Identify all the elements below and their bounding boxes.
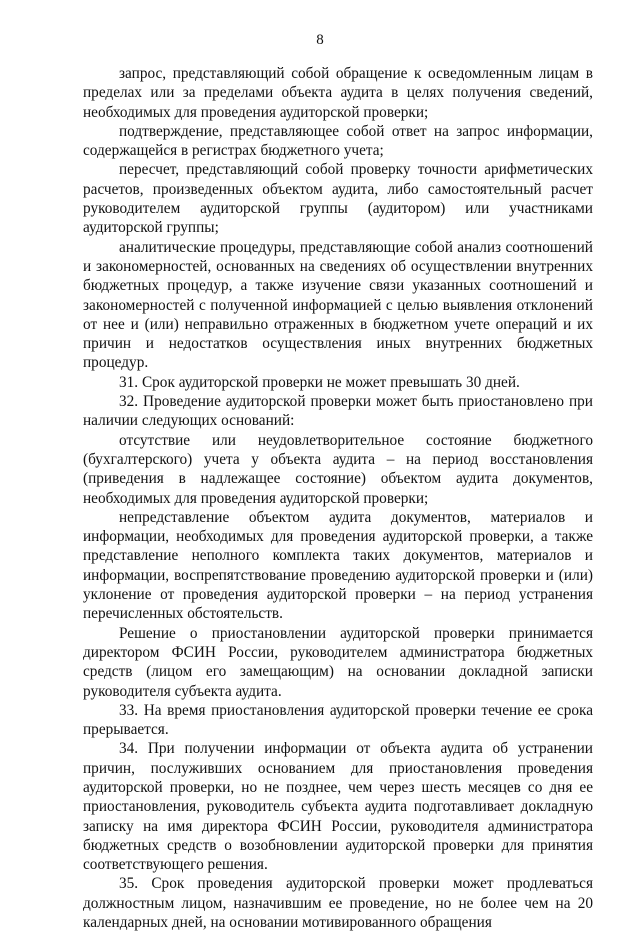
paragraph-33: 33. На время приостановления аудиторской проверки течение ее срока прерывается.	[83, 701, 593, 739]
document-body	[83, 64, 593, 932]
paragraph-analytical-procedures: аналитические процедуры, представляющие собой анализ соотношений и закономерностей, основанных на сведениях об осуществлении внутренних бюджетных процедур, а также изучение связи указанных соотношений и закономерностей с полученной информацией с целью выявления отклонений от нее и (или) неправильно отраженных в бюджетном учете операций и их причин и недостатков осуществления иных внутренних бюджетных процедур.	[83, 238, 593, 372]
paragraph-confirmation: подтверждение, представляющее собой ответ на запрос информации, содержащейся в регистрах бюджетного учета;	[83, 122, 593, 160]
paragraph-35: 35. Срок проведения аудиторской проверки может продлеваться должностным лицом, назначившим ее проведение, но не более чем на 20 календарных дней, на основании мотивированного обращения	[83, 875, 593, 932]
paragraph-non-submission: непредставление объектом аудита документов, материалов и информации, необходимых для проведения аудиторской проверки, а также представление неполного комплекта таких документов, материалов и информации, воспрепятствование проведению аудиторской проверки и (или) уклонение от проведения аудиторской проверки – на период устранения перечисленных обстоятельств.	[83, 508, 593, 623]
paragraph-recalculation: пересчет, представляющий собой проверку точности арифметических расчетов, произведенных объектом аудита, либо самостоятельный расчет руководителем аудиторской группы (аудитором) или участниками аудиторской группы;	[83, 161, 593, 237]
paragraph-32: 32. Проведение аудиторской проверки может быть приостановлено при наличии следующих оснований:	[83, 393, 593, 430]
page-number: 8	[316, 32, 324, 48]
paragraph-31: 31. Срок аудиторской проверки не может превышать 30 дней.	[119, 373, 520, 391]
paragraph-absence-of-accounting: отсутствие или неудовлетворительное состояние бюджетного (бухгалтерского) учета у объекта аудита – на период восстановления (приведения в надлежащее состояние) объектом аудита документов, необходимых для проведения аудиторской проверки;	[83, 431, 593, 507]
paragraph-request: запрос, представляющий собой обращение к осведомленным лицам в пределах или за пределами объекта аудита в целях получения сведений, необходимых для проведения аудиторской проверки;	[83, 65, 593, 121]
paragraph-34: 34. При получении информации от объекта аудита об устранении причин, послуживших основанием для приостановления проведения аудиторской проверки, но не позднее, чем через шесть месяцев со дня ее приостановления, руководитель субъекта аудита подготавливает докладную записку на имя директора ФСИН России, руководителя администратора бюджетных средств о возобновлении аудиторской проверки для принятия соответствующего решения.	[83, 740, 593, 874]
paragraph-suspension-decision: Решение о приостановлении аудиторской проверки принимается директором ФСИН России, руководителем администратора бюджетных средств (лицом его замещающим) на основании докладной записки руководителя субъекта аудита.	[83, 624, 593, 700]
